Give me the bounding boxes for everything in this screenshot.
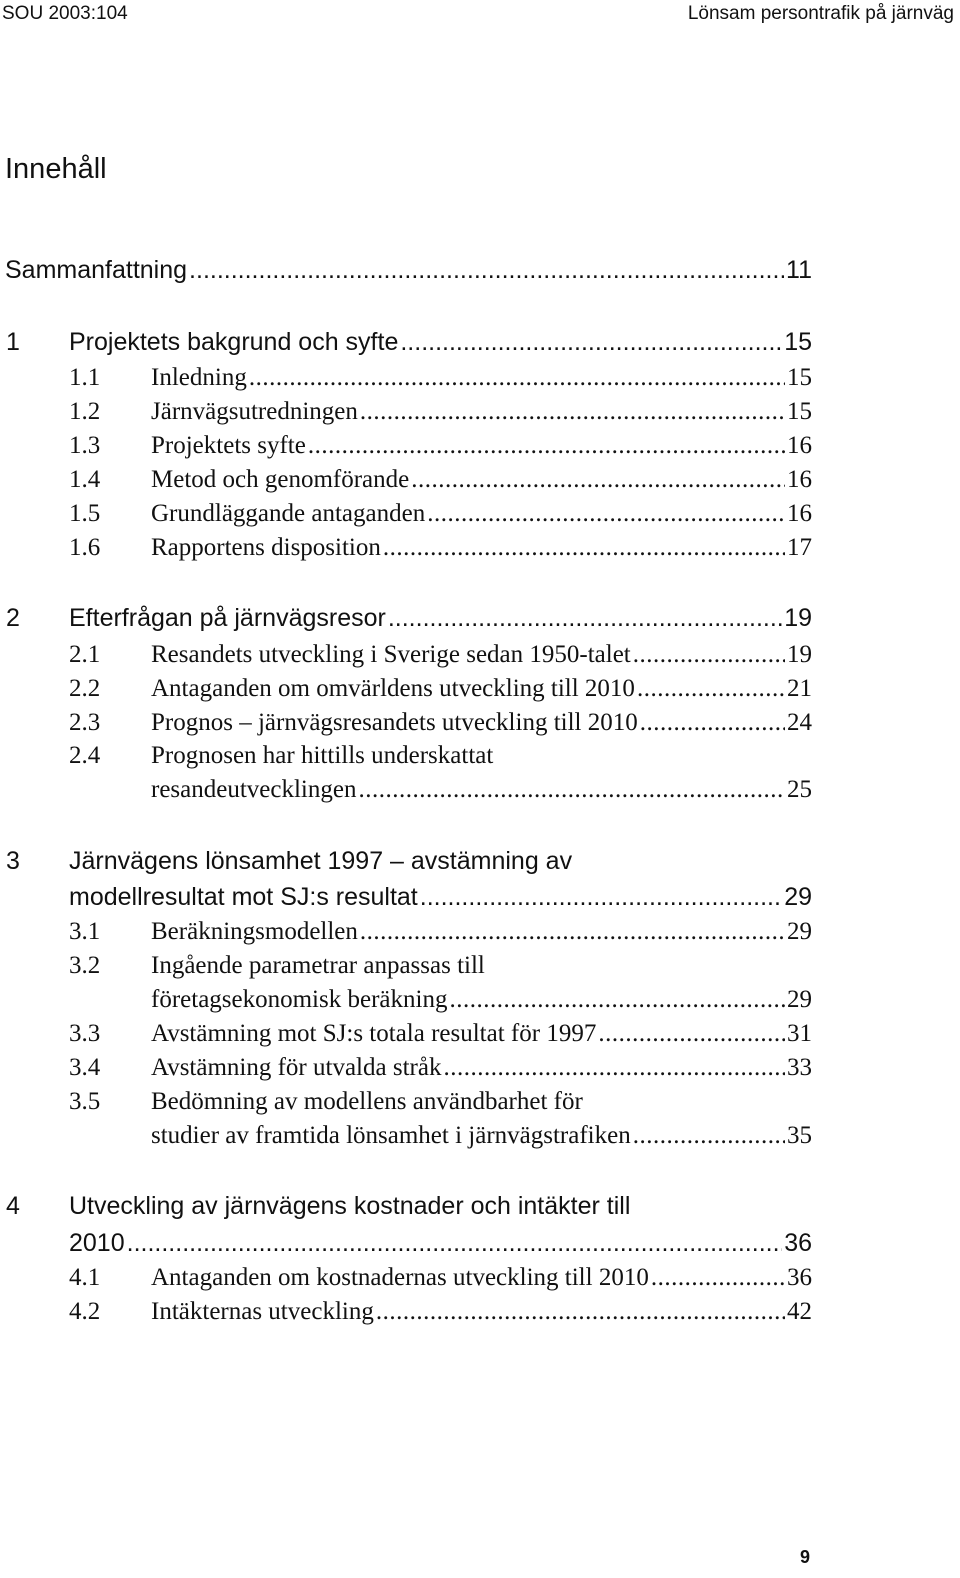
toc-entry-4-2[interactable] [0,1298,812,1326]
toc-page-number: 15 [784,328,812,356]
toc-entry-chapter-1[interactable] [0,328,812,357]
toc-leader [651,1264,785,1292]
toc-entry-3-4[interactable] [0,1054,812,1082]
toc-entry-2-3[interactable] [0,709,812,737]
toc-section-number: 2.3 [69,709,101,736]
toc-section-number: 3.4 [69,1054,101,1081]
page-number: 9 [800,1547,811,1567]
toc-entry-3-2-line1[interactable] [0,952,812,980]
toc-entry-3-2-line2[interactable] [0,986,812,1014]
toc-entry-label: Sammanfattning [5,256,188,284]
toc-leader [443,1054,785,1082]
toc-page-number: 16 [787,500,812,527]
toc-entry-label: Beräkningsmodellen [151,918,358,945]
toc-page-number: 19 [787,641,812,668]
toc-section-number: 2.4 [69,742,101,769]
toc-entry-label-continued: studier av framtida lönsamhet i järnvägstrafiken [151,1122,631,1149]
toc-page-number: 29 [787,918,812,945]
toc-section-number: 4.1 [69,1264,101,1291]
toc-page-number: 16 [787,466,812,493]
toc-entry-3-3[interactable] [0,1020,812,1048]
running-header-right: Lönsam persontrafik på järnväg [687,3,954,24]
toc-section-number: 1.2 [69,398,101,425]
toc-entry-label-continued: modellresultat mot SJ:s resultat [69,883,418,911]
toc-page-number: 19 [784,604,812,632]
toc-entry-label: Bedömning av modellens användbarhet för [151,1088,583,1115]
toc-entry-label: Prognos – järnvägsresandets utveckling till 2010 [151,709,638,736]
toc-entry-chapter-3-line1[interactable] [0,847,812,876]
toc-entry-label: Avstämning mot SJ:s totala resultat för 1997 [151,1020,597,1047]
toc-entry-2-4-line1[interactable] [0,742,812,770]
toc-entry-4-1[interactable] [0,1264,812,1292]
toc-entry-label: Projektets bakgrund och syfte [69,328,399,356]
toc-page-number: 17 [787,534,812,561]
toc-page-number: 11 [786,256,812,284]
toc-leader [127,1229,783,1258]
toc-entry-label: Utveckling av järnvägens kostnader och intäkter till [69,1192,631,1220]
toc-page-number: 29 [784,883,812,911]
toc-section-number: 1.3 [69,432,101,459]
toc-entry-chapter-4-line2[interactable] [0,1229,812,1258]
toc-leader [308,432,785,460]
toc-entry-label: Intäkternas utveckling [151,1298,374,1325]
toc-page-number: 35 [787,1122,812,1149]
toc-chapter-number: 2 [6,604,20,632]
toc-leader [358,776,785,804]
toc-entry-label: Inledning [151,364,247,391]
toc-entry-3-5-line2[interactable] [0,1122,812,1150]
toc-entry-chapter-2[interactable] [0,604,812,633]
toc-leader [637,675,785,703]
toc-entry-1-2[interactable] [0,398,812,426]
toc-entry-label: Antaganden om omvärldens utveckling till 2010 [151,675,635,702]
toc-section-number: 1.6 [69,534,101,561]
toc-entry-chapter-3-line2[interactable] [0,883,812,912]
toc-leader [633,641,785,669]
toc-page-number: 33 [787,1054,812,1081]
toc-page-number: 21 [787,675,812,702]
toc-section-number: 1.5 [69,500,101,527]
toc-page-number: 36 [787,1264,812,1291]
toc-section-number: 3.5 [69,1088,101,1115]
page-title: Innehåll [5,153,107,185]
toc-entry-label: Järnvägens lönsamhet 1997 – avstämning av [69,847,573,875]
toc-section-number: 1.1 [69,364,101,391]
toc-entry-2-2[interactable] [0,675,812,703]
toc-entry-label-continued: resandeutvecklingen [151,776,357,803]
toc-entry-chapter-4-line1[interactable] [0,1192,812,1221]
toc-entry-label: Prognosen har hittills underskattat [151,742,494,769]
toc-leader [360,918,785,946]
toc-leader [449,986,785,1014]
toc-entry-2-1[interactable] [0,641,812,669]
toc-page-number: 25 [787,776,812,803]
toc-page-number: 24 [787,709,812,736]
toc-entry-2-4-line2[interactable] [0,776,812,804]
toc-entry-1-6[interactable] [0,534,812,562]
toc-page-number: 31 [787,1020,812,1047]
toc-leader [633,1122,785,1150]
toc-entry-label: Metod och genomförande [151,466,410,493]
toc-leader [427,500,785,528]
toc-entry-sammanfattning[interactable] [5,256,812,285]
toc-page-number: 15 [787,364,812,391]
toc-entry-label: Rapportens disposition [151,534,381,561]
toc-section-number: 4.2 [69,1298,101,1325]
toc-entry-1-3[interactable] [0,432,812,460]
toc-page-number: 15 [787,398,812,425]
toc-leader [400,328,782,357]
toc-leader [388,604,782,633]
toc-chapter-number: 1 [6,328,20,356]
toc-entry-label: Efterfrågan på järnvägsresor [69,604,386,632]
toc-section-number: 3.1 [69,918,101,945]
running-header-left: SOU 2003:104 [2,3,128,24]
toc-entry-label: Avstämning för utvalda stråk [151,1054,442,1081]
toc-leader [189,256,784,285]
toc-leader [640,709,785,737]
toc-entry-3-1[interactable] [0,918,812,946]
toc-section-number: 2.1 [69,641,101,668]
toc-entry-3-5-line1[interactable] [0,1088,812,1116]
toc-leader [383,534,785,562]
toc-page-number: 42 [787,1298,812,1325]
toc-chapter-number: 3 [6,847,20,875]
toc-chapter-number: 4 [6,1192,20,1220]
toc-entry-label: Resandets utveckling i Sverige sedan 1950-talet [151,641,631,668]
toc-entry-1-1[interactable] [0,364,812,392]
toc-entry-label: Antaganden om kostnadernas utveckling till 2010 [151,1264,649,1291]
toc-leader [411,466,785,494]
toc-entry-label: Projektets syfte [151,432,306,459]
toc-section-number: 2.2 [69,675,101,702]
toc-entry-1-5[interactable] [0,500,812,528]
toc-entry-label: Grundläggande antaganden [151,500,426,527]
toc-section-number: 3.3 [69,1020,101,1047]
toc-entry-1-4[interactable] [0,466,812,494]
toc-leader [420,883,782,912]
toc-leader [360,398,785,426]
toc-page-number: 16 [787,432,812,459]
toc-entry-label: Järnvägsutredningen [151,398,358,425]
toc-leader [376,1298,785,1326]
toc-leader [598,1020,785,1048]
toc-entry-label-continued: 2010 [69,1229,125,1257]
toc-section-number: 1.4 [69,466,101,493]
toc-section-number: 3.2 [69,952,101,979]
toc-leader [249,364,785,392]
toc-page-number: 29 [787,986,812,1013]
toc-entry-label: Ingående parametrar anpassas till [151,952,485,979]
toc-page-number: 36 [784,1229,812,1257]
toc-entry-label-continued: företagsekonomisk beräkning [151,986,448,1013]
